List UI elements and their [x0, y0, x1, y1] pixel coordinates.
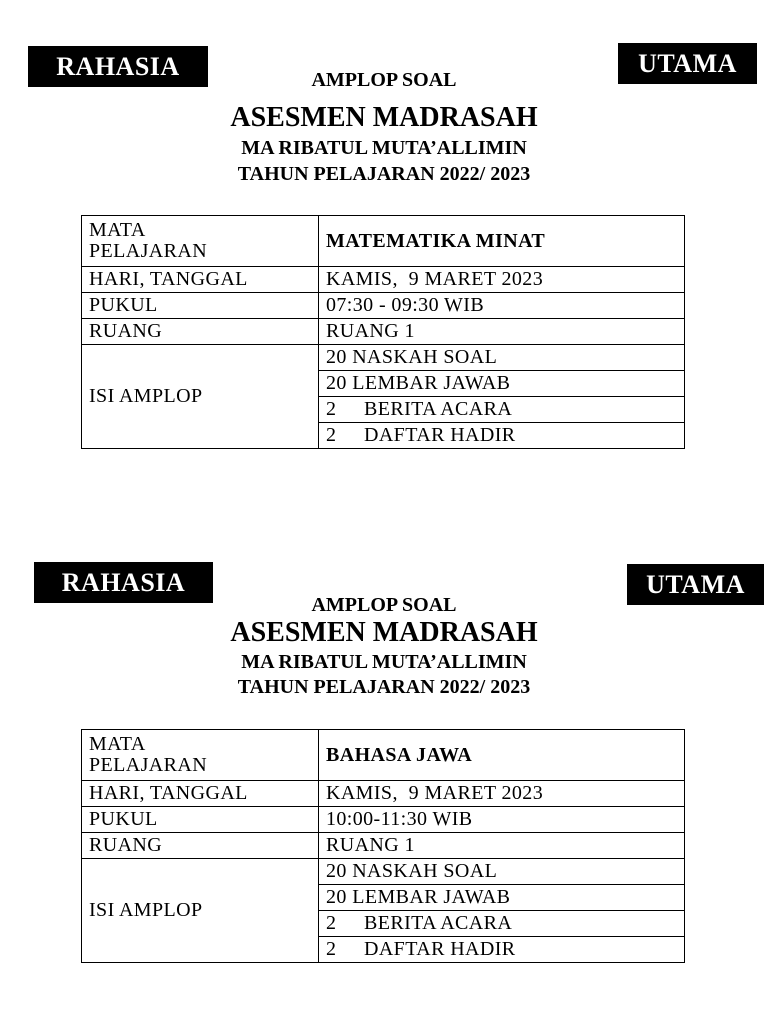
- exam-title: ASESMEN MADRASAH: [230, 102, 538, 133]
- envelope-label-1: [0, 0, 768, 446]
- exam-title: ASESMEN MADRASAH: [230, 617, 538, 648]
- room-label: RUANG: [82, 319, 319, 345]
- subject-label: MATA PELAJARAN: [82, 730, 319, 781]
- time-value: 10:00-11:30 WIB: [319, 807, 685, 833]
- envelope-label-2: [0, 515, 768, 960]
- exam-info-table: [81, 729, 685, 963]
- subject-value: BAHASA JAWA: [319, 730, 685, 781]
- table-row: [82, 730, 685, 781]
- table-row: [82, 319, 685, 345]
- time-label: PUKUL: [82, 807, 319, 833]
- room-label: RUANG: [82, 833, 319, 859]
- main-badge: UTAMA: [627, 564, 764, 605]
- school-name: MA RIBATUL MUTA’ALLIMIN: [241, 651, 527, 673]
- table-row: [82, 293, 685, 319]
- time-value: 07:30 - 09:30 WIB: [319, 293, 685, 319]
- table-row: [82, 345, 685, 371]
- table-row: [82, 267, 685, 293]
- contents-item: 2 DAFTAR HADIR: [319, 937, 685, 963]
- date-label: HARI, TANGGAL: [82, 781, 319, 807]
- date-value: KAMIS, 9 MARET 2023: [319, 267, 685, 293]
- time-label: PUKUL: [82, 293, 319, 319]
- contents-item: 20 LEMBAR JAWAB: [319, 371, 685, 397]
- academic-year: TAHUN PELAJARAN 2022/ 2023: [237, 676, 531, 698]
- contents-item: 20 NASKAH SOAL: [319, 345, 685, 371]
- envelope-kind: AMPLOP SOAL: [311, 594, 457, 616]
- contents-label: ISI AMPLOP: [82, 859, 319, 963]
- table-row: [82, 859, 685, 885]
- confidential-badge: RAHASIA: [28, 46, 208, 87]
- envelope-kind: AMPLOP SOAL: [311, 69, 457, 91]
- contents-item: 20 LEMBAR JAWAB: [319, 885, 685, 911]
- academic-year: TAHUN PELAJARAN 2022/ 2023: [237, 163, 531, 185]
- subject-label: MATA PELAJARAN: [82, 216, 319, 267]
- contents-item: 2 BERITA ACARA: [319, 397, 685, 423]
- room-value: RUANG 1: [319, 319, 685, 345]
- subject-value: MATEMATIKA MINAT: [319, 216, 685, 267]
- main-badge: UTAMA: [618, 43, 757, 84]
- table-row: [82, 216, 685, 267]
- confidential-badge: RAHASIA: [34, 562, 213, 603]
- school-name: MA RIBATUL MUTA’ALLIMIN: [241, 137, 527, 159]
- room-value: RUANG 1: [319, 833, 685, 859]
- exam-info-table: [81, 215, 685, 449]
- date-value: KAMIS, 9 MARET 2023: [319, 781, 685, 807]
- contents-label: ISI AMPLOP: [82, 345, 319, 449]
- table-row: [82, 807, 685, 833]
- table-row: [82, 781, 685, 807]
- date-label: HARI, TANGGAL: [82, 267, 319, 293]
- contents-item: 2 BERITA ACARA: [319, 911, 685, 937]
- contents-item: 20 NASKAH SOAL: [319, 859, 685, 885]
- table-row: [82, 833, 685, 859]
- contents-item: 2 DAFTAR HADIR: [319, 423, 685, 449]
